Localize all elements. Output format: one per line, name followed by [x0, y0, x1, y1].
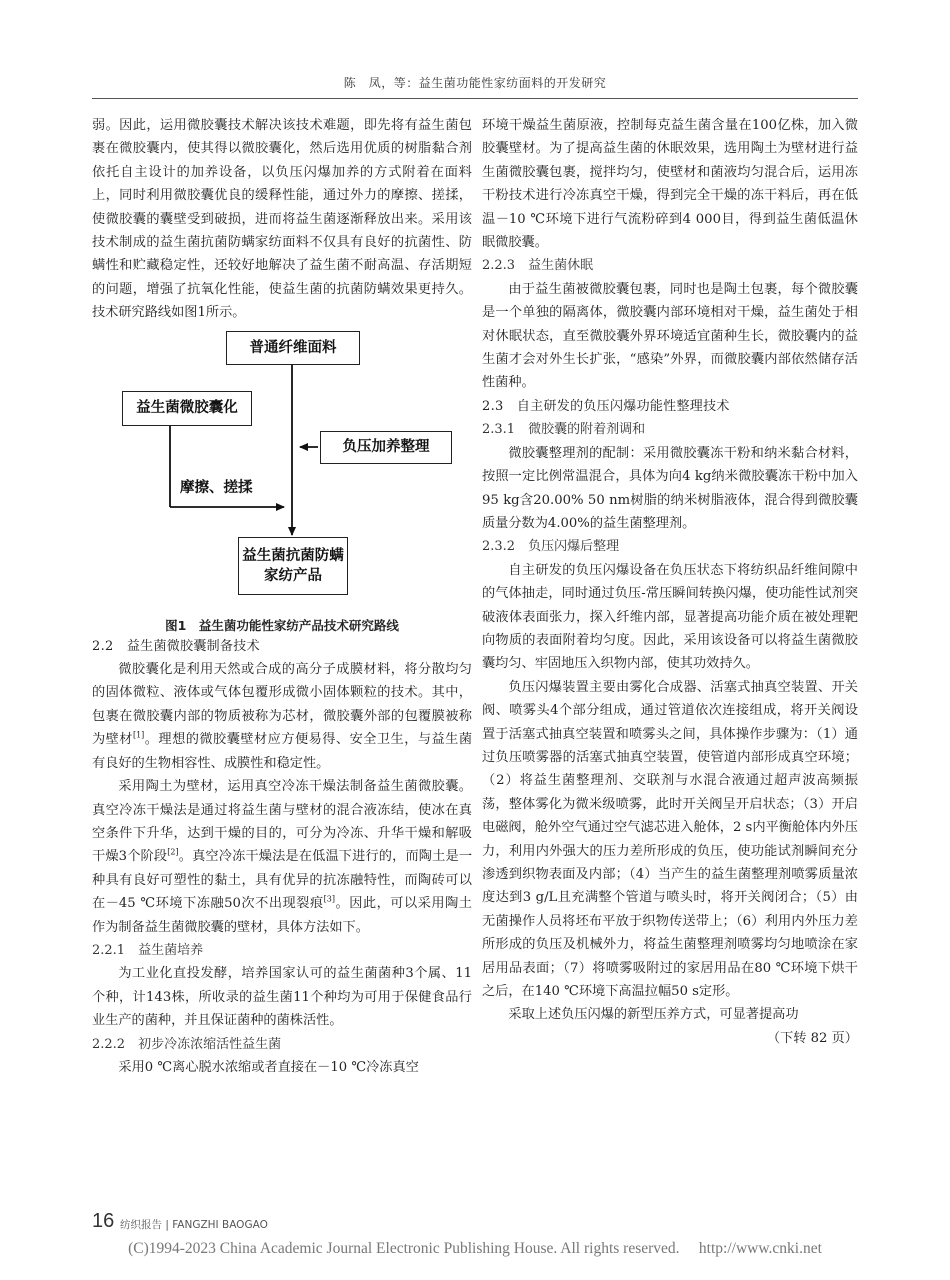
- paragraph-2-2-1: 为工业化直投发酵，培养国家认可的益生菌菌种3个属、11个种，计143株，所收录的益生菌11个种均为可用于保健食品行业生产的菌种，并且保证菌种的菌株活性。: [92, 966, 472, 1029]
- paragraph-2-2-2-start: 采用0 ℃离心脱水浓缩或者直接在－10 ℃冷冻真空: [118, 1059, 419, 1075]
- journal-name: 纺织报告 | FANGZHI BAOGAO: [120, 1219, 268, 1231]
- heading-2-2-1: 2.2.1 益生菌培养: [92, 942, 204, 958]
- running-header: 陈 凤，等：益生菌功能性家纺面料的开发研究: [343, 76, 607, 90]
- box-negative-pressure: 负压加养整理: [320, 431, 452, 464]
- figure-caption: 图1 益生菌功能性家纺产品技术研究路线: [165, 617, 399, 633]
- right-column: [482, 114, 858, 1050]
- page-number: 16: [92, 1210, 115, 1232]
- paragraph-2-3-2-b: 负压闪爆装置主要由雾化合成器、活塞式抽真空装置、开关阀、喷雾头4个部分组成，通过管道依次连接组成，将开关阀设置于活塞式抽真空装置和喷雾头之间，具体操作步骤为：（1）通过负压喷雾器的活塞式抽真空装置，使管道内部形成真空环境；（2）将益生菌整理剂、交联剂与水混合液通过超声波高频振荡，整体雾化为微米级喷雾，此时开关阀呈开启状态；（3）开启电磁阀，舱外空气通过空气滤芯进入舱体，2 s内平衡舱体内外压力，利用内外强大的压力差所形成的负压，使功能试剂瞬间充分渗透到织物表面及内部；（4）当产生的益生菌整理剂喷雾质量浓度达到3 g/L且充满整个管道与喷头时，将开关阀闭合；（5）由无菌操作人员将坯布平放于织物传送带上；（6）利用内外压力差所形成的负压及机械外力，将益生菌整理剂喷雾均匀地喷涂在家居用品表面；（7）将喷雾吸附过的家居用品在80 ℃环境下烘干之后，在140 ℃环境下高温拉幅50 s定形。: [482, 679, 858, 1000]
- paragraph-2-3-1: 微胶囊整理剂的配制：采用微胶囊冻干粉和纳米黏合材料，按照一定比例常温混合，具体为向4 kg纳米微胶囊冻干粉中加入95 kg含20.00% 50 nm树脂的纳米树脂液体，混合得到微胶囊质量分数为4.00%的益生菌整理剂。: [482, 445, 858, 531]
- figure-1-flowchart: [92, 327, 472, 617]
- box-plain-fabric: 普通纤维面料: [226, 331, 360, 365]
- paragraph-intro: 弱。因此，运用微胶囊技术解决该技术难题，即先将有益生菌包裹在微胶囊内，使其得以微胶囊化，然后选用优质的树脂黏合剂依托自主设计的加养设备，以负压闪爆加养的方式附着在面料上，同时利用微胶囊优良的缓释性能，通过外力的摩擦、搓揉，使微胶囊的囊壁受到破损，进而将益生菌逐渐释放出来。采用该技术制成的益生菌抗菌防螨家纺面料不仅具有良好的抗菌性、防螨性和贮藏稳定性，还较好地解决了益生菌不耐高温、存活期短的问题，增强了抗氧化性能，使益生菌的抗菌防螨效果更持久。技术研究路线如图1所示。: [92, 118, 472, 321]
- paragraph-2-2-b: 采用陶土为壁材，运用真空冷冻干燥法制备益生菌微胶囊。真空冷冻干燥法是通过将益生菌与壁材的混合液冻结，使冰在真空条件下升华，达到干燥的目的，可分为冷冻、升华干燥和解吸干燥3个阶段[2]。真空冷冻干燥法是在低温下进行的，而陶土是一种具有良好可塑性的黏土，具有优异的抗冻融特性，而陶砖可以在－45 ℃环境下冻融50次不出现裂痕[3]。因此，可以采用陶土作为制备益生菌微胶囊的壁材，具体方法如下。: [92, 779, 473, 935]
- heading-2-3-2: 2.3.2 负压闪爆后整理: [482, 539, 620, 555]
- heading-2-3: 2.3 自主研发的负压闪爆功能性整理技术: [482, 398, 730, 414]
- paragraph-2-2-2-cont: 环境干燥益生菌原液，控制每克益生菌含量在100亿株，加入微胶囊壁材。为了提高益生菌的休眠效果，选用陶土为壁材进行益生菌微胶囊包裹，搅拌均匀，使壁材和菌液均匀混合后，运用冻干粉技术进行冷冻真空干燥，得到完全干燥的冻干料后，再在低温－10 ℃环境下进行气流粉碎到4 000目，得到益生菌低温休眠微胶囊。: [482, 118, 858, 251]
- continued-note: （下转 82 页）: [766, 1030, 858, 1046]
- paragraph-2-2-3: 由于益生菌被微胶囊包裹，同时也是陶土包裹，每个微胶囊是一个单独的隔离体，微胶囊内部环境相对干燥，益生菌处于相对休眠状态，直至微胶囊外界环境适宜菌种生长，微胶囊内的益生菌才会对外生长扩张，“感染”外界，而微胶囊内部依然储存活性菌种。: [482, 281, 858, 391]
- left-column: [92, 114, 472, 1079]
- citation-1: [1]: [132, 730, 145, 740]
- heading-2-2-2: 2.2.2 初步冷冻浓缩活性益生菌: [92, 1036, 282, 1052]
- heading-2-2: 2.2 益生菌微胶囊制备技术: [92, 638, 260, 654]
- header-rule: [92, 98, 858, 99]
- paragraph-2-2-a: 微胶囊化是利用天然或合成的高分子成膜材料，将分散均匀的固体微粒、液体或气体包覆形成微小固体颗粒的技术。其中，包裹在微胶囊内部的物质被称为芯材，微胶囊外部的包覆膜被称为壁材[1]。理想的微胶囊壁材应方便易得、安全卫生，与益生菌有良好的生物相容性、成膜性和稳定性。: [92, 662, 473, 771]
- copyright-watermark: (C)1994-2023 China Academic Journal Electronic Publishing House. All rights reserved. http://www.cnki.net: [128, 1240, 822, 1257]
- label-rub-knead: 摩擦、搓揉: [180, 479, 253, 496]
- paragraph-2-3-2-a: 自主研发的负压闪爆设备在负压状态下将纺织品纤维间隙中的气体抽走，同时通过负压-常压瞬间转换闪爆，使功能性试剂突破液体表面张力，探入纤维内部，显著提高功能介质在被处理靶向物质的表面附着均匀度。因此，采用该设备可以将益生菌微胶囊均匀、牢固地压入织物内部，使其功效持久。: [482, 562, 858, 672]
- heading-2-3-1: 2.3.1 微胶囊的附着剂调和: [482, 422, 646, 438]
- citation-3: [3]: [323, 894, 335, 904]
- citation-2: [2]: [167, 847, 179, 857]
- heading-2-2-3: 2.2.3 益生菌休眠: [482, 258, 594, 274]
- paragraph-final: 采取上述负压闪爆的新型压养方式，可显著提高功: [508, 1007, 799, 1023]
- box-final-product: 益生菌抗菌防螨家纺产品: [238, 537, 348, 595]
- box-microencapsulation: 益生菌微胶囊化: [122, 391, 252, 426]
